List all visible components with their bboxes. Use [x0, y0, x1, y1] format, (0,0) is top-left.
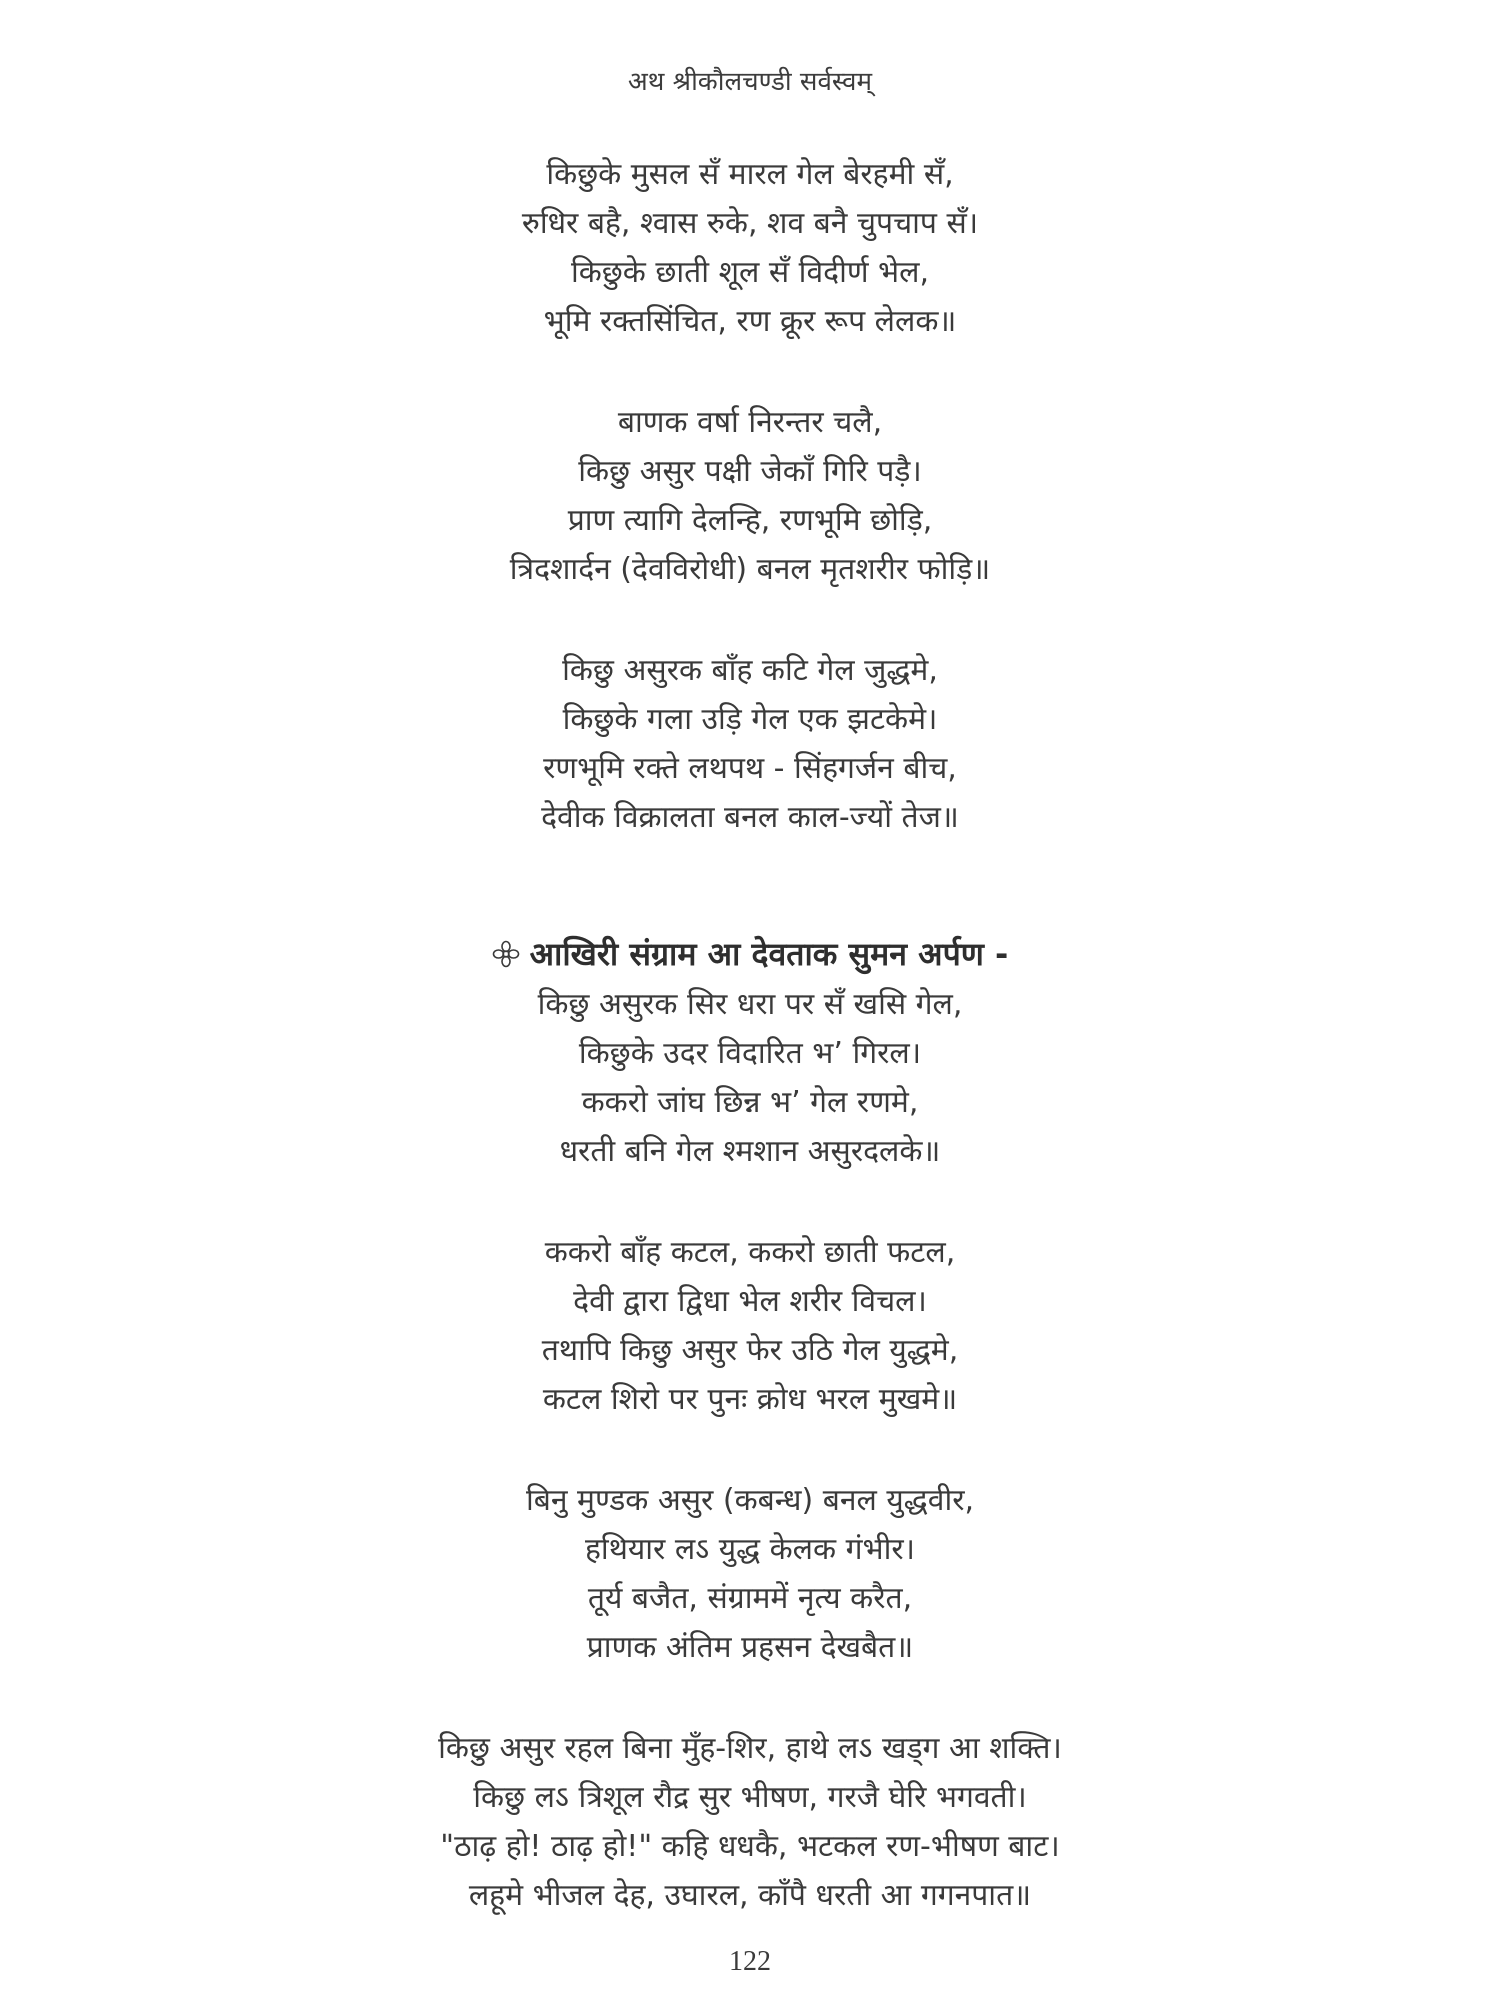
stanza: [0, 1476, 1500, 1672]
stanza: [0, 398, 1500, 594]
stanza: [0, 1724, 1500, 1920]
verse-line: ककरो जांघ छिन्न भ’ गेल रणमे,: [581, 1085, 919, 1120]
stanza: [0, 1228, 1500, 1424]
verse-line: देवी द्वारा द्विधा भेल शरीर विचल।: [573, 1284, 927, 1319]
verse-line: किछुके गला उड़ि गेल एक झटकेमे।: [562, 702, 938, 737]
verse-line: प्राण त्यागि देलन्हि, रणभूमि छोड़ि,: [567, 503, 933, 538]
section-heading: [0, 928, 1500, 980]
verse-line: धरती बनि गेल श्मशान असुरदलके॥: [559, 1134, 941, 1169]
stanza: [0, 150, 1500, 346]
verse-line: किछु असुर पक्षी जेकाँ गिरि पड़ै।: [578, 454, 922, 489]
running-header: अथ श्रीकौलचण्डी सर्वस्वम्: [627, 67, 873, 97]
verse-line: किछु लऽ त्रिशूल रौद्र सुर भीषण, गरजै घेरि भगवती।: [473, 1780, 1027, 1815]
stanza: [0, 646, 1500, 842]
verse-line: लहूमे भीजल देह, उघारल, काँपै धरती आ गगनपात॥: [468, 1878, 1032, 1913]
stanza: [0, 980, 1500, 1176]
verse-line: कटल शिरो पर पुनः क्रोध भरल मुखमे॥: [542, 1382, 958, 1417]
verse-line: रुधिर बहै, श्वास रुके, शव बनै चुपचाप सँ।: [521, 206, 979, 241]
verse-line: रणभूमि रक्ते लथपथ - सिंहगर्जन बीच,: [543, 751, 957, 786]
verse-line: किछुके उदर विदारित भ’ गिरल।: [578, 1036, 922, 1071]
verse-line: तथापि किछु असुर फेर उठि गेल युद्धमे,: [541, 1333, 959, 1368]
poem-body: [0, 150, 1500, 1972]
verse-line: "ठाढ़ हो! ठाढ़ हो!" कहि धधकै, भटकल रण-भीषण बाट।: [440, 1829, 1060, 1864]
verse-line: बाणक वर्षा निरन्तर चलै,: [617, 405, 883, 440]
verse-line: किछुके छाती शूल सँ विदीर्ण भेल,: [570, 255, 930, 290]
flower-icon: [492, 940, 520, 968]
verse-line: किछु असुरक बाँह कटि गेल जुद्धमे,: [562, 653, 938, 688]
verse-line: त्रिदशार्दन (देवविरोधी) बनल मृतशरीर फोड़ि॥: [509, 552, 991, 587]
verse-line: देवीक विक्रालता बनल काल-ज्यों तेज॥: [541, 800, 959, 835]
verse-line: किछु असुरक सिर धरा पर सँ खसि गेल,: [537, 987, 963, 1022]
page-number: 122: [729, 1946, 771, 1977]
verse-line: हथियार लऽ युद्ध केलक गंभीर।: [585, 1532, 915, 1567]
verse-line: भूमि रक्तसिंचित, रण क्रूर रूप लेलक॥: [543, 304, 957, 339]
section-heading-text: आखिरी संग्राम आ देवताक सुमन अर्पण -: [529, 935, 1009, 973]
verse-line: किछुके मुसल सँ मारल गेल बेरहमी सँ,: [546, 157, 954, 192]
verse-line: प्राणक अंतिम प्रहसन देखबैत॥: [586, 1630, 914, 1665]
verse-line: तूर्य बजैत, संग्राममें नृत्य करैत,: [587, 1581, 913, 1616]
verse-line: ककरो बाँह कटल, ककरो छाती फटल,: [544, 1235, 956, 1270]
verse-line: बिनु मुण्डक असुर (कबन्ध) बनल युद्धवीर,: [525, 1483, 975, 1518]
verse-line: किछु असुर रहल बिना मुँह-शिर, हाथे लऽ खड्ग आ शक्ति।: [438, 1731, 1062, 1766]
